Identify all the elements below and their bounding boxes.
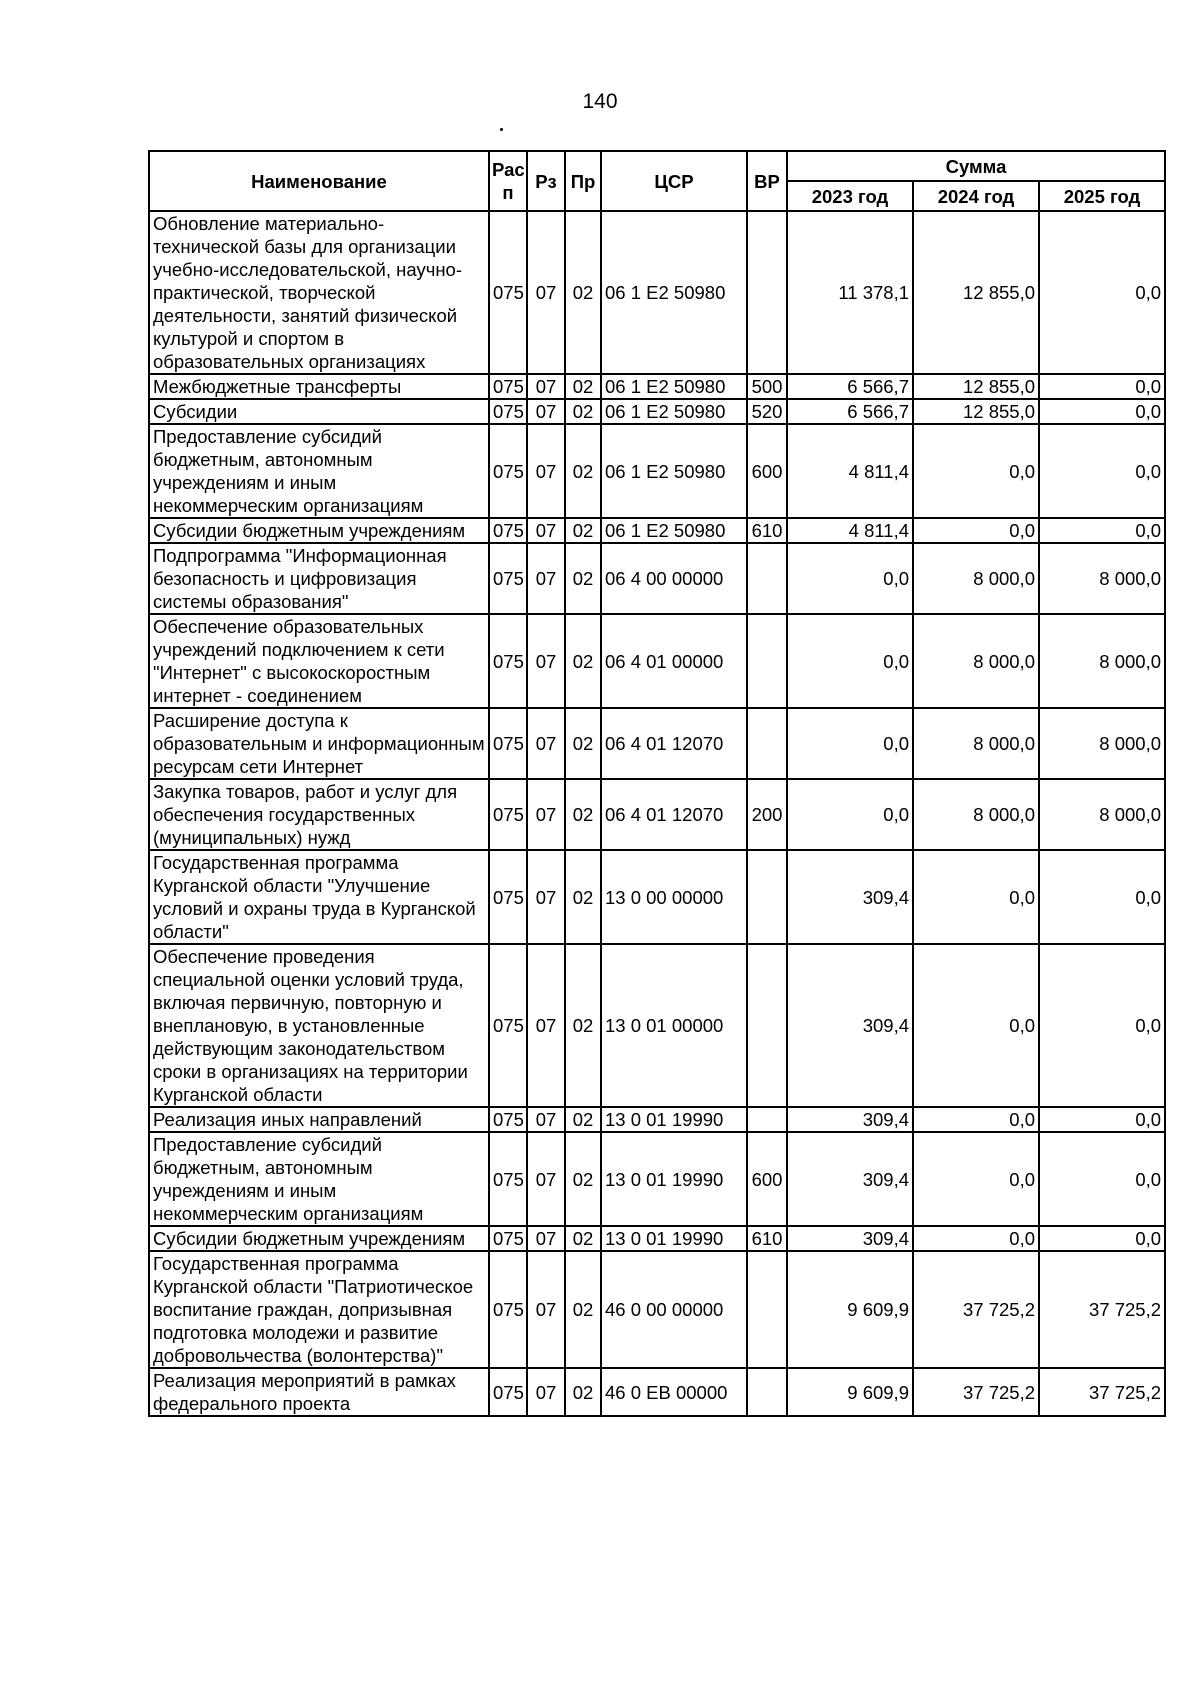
cell-vr (747, 850, 787, 944)
cell-csr: 06 4 01 00000 (601, 614, 747, 708)
cell-vr (747, 543, 787, 614)
cell-csr: 06 4 01 12070 (601, 708, 747, 779)
cell-pr: 02 (565, 211, 601, 374)
cell-csr: 06 4 01 12070 (601, 779, 747, 850)
cell-rasp: 075 (489, 944, 527, 1107)
cell-2023: 309,4 (787, 944, 913, 1107)
cell-rz: 07 (527, 211, 565, 374)
cell-vr (747, 211, 787, 374)
cell-2024: 0,0 (913, 1132, 1039, 1226)
cell-2023: 6 566,7 (787, 374, 913, 399)
cell-rasp: 075 (489, 708, 527, 779)
cell-2025: 0,0 (1039, 211, 1165, 374)
cell-2024: 12 855,0 (913, 399, 1039, 424)
header-pr: Пр (565, 151, 601, 211)
table-row (149, 1226, 1165, 1251)
table-row (149, 779, 1165, 850)
cell-rasp: 075 (489, 1226, 527, 1251)
cell-csr: 13 0 01 19990 (601, 1107, 747, 1132)
cell-rz: 07 (527, 1132, 565, 1226)
cell-rasp: 075 (489, 1132, 527, 1226)
cell-csr: 06 1 Е2 50980 (601, 424, 747, 518)
cell-pr: 02 (565, 779, 601, 850)
cell-2024: 0,0 (913, 1107, 1039, 1132)
cell-pr: 02 (565, 1107, 601, 1132)
cell-csr: 06 1 Е2 50980 (601, 518, 747, 543)
cell-rasp: 075 (489, 399, 527, 424)
cell-2024: 12 855,0 (913, 374, 1039, 399)
cell-2023: 309,4 (787, 1226, 913, 1251)
cell-vr (747, 614, 787, 708)
cell-pr: 02 (565, 1251, 601, 1368)
cell-rasp: 075 (489, 543, 527, 614)
cell-vr: 500 (747, 374, 787, 399)
cell-2025: 0,0 (1039, 850, 1165, 944)
cell-pr: 02 (565, 543, 601, 614)
cell-csr: 46 0 00 00000 (601, 1251, 747, 1368)
cell-pr: 02 (565, 1226, 601, 1251)
table-row (149, 424, 1165, 518)
cell-name: Расширение доступа к образовательным и информационным ресурсам сети Интернет (149, 708, 489, 779)
cell-2024: 0,0 (913, 424, 1039, 518)
cell-vr (747, 708, 787, 779)
cell-pr: 02 (565, 1368, 601, 1416)
cell-rz: 07 (527, 1251, 565, 1368)
cell-rasp: 075 (489, 424, 527, 518)
cell-csr: 06 1 Е2 50980 (601, 399, 747, 424)
cell-2024: 8 000,0 (913, 614, 1039, 708)
cell-2024: 0,0 (913, 518, 1039, 543)
table-row (149, 1107, 1165, 1132)
scan-dot (500, 128, 503, 131)
cell-csr: 13 0 00 00000 (601, 850, 747, 944)
cell-name: Субсидии бюджетным учреждениям (149, 518, 489, 543)
cell-pr: 02 (565, 944, 601, 1107)
cell-rz: 07 (527, 1107, 565, 1132)
cell-2025: 8 000,0 (1039, 614, 1165, 708)
cell-rz: 07 (527, 1226, 565, 1251)
cell-vr (747, 1107, 787, 1132)
cell-name: Предоставление субсидий бюджетным, автономным учреждениям и иным некоммерческим организациям (149, 424, 489, 518)
cell-rasp: 075 (489, 850, 527, 944)
cell-vr (747, 1368, 787, 1416)
table-row (149, 944, 1165, 1107)
table-row (149, 1251, 1165, 1368)
cell-csr: 46 0 ЕВ 00000 (601, 1368, 747, 1416)
cell-csr: 13 0 01 19990 (601, 1132, 747, 1226)
cell-csr: 06 1 Е2 50980 (601, 374, 747, 399)
table-row (149, 614, 1165, 708)
cell-2024: 37 725,2 (913, 1368, 1039, 1416)
cell-name: Государственная программа Курганской области "Патриотическое воспитание граждан, допризывная подготовка молодежи и развитие добровольчества (волонтерства)" (149, 1251, 489, 1368)
cell-vr: 600 (747, 424, 787, 518)
table-row (149, 708, 1165, 779)
cell-name: Реализация иных направлений (149, 1107, 489, 1132)
cell-2023: 9 609,9 (787, 1368, 913, 1416)
cell-name: Предоставление субсидий бюджетным, автономным учреждениям и иным некоммерческим организациям (149, 1132, 489, 1226)
cell-name: Обеспечение образовательных учреждений подключением к сети "Интернет" с высокоскоростным интернет - соединением (149, 614, 489, 708)
cell-csr: 06 1 Е2 50980 (601, 211, 747, 374)
cell-rasp: 075 (489, 779, 527, 850)
table-row (149, 518, 1165, 543)
cell-pr: 02 (565, 614, 601, 708)
cell-2025: 0,0 (1039, 374, 1165, 399)
cell-pr: 02 (565, 850, 601, 944)
cell-2023: 9 609,9 (787, 1251, 913, 1368)
cell-2024: 0,0 (913, 1226, 1039, 1251)
table-body (149, 211, 1165, 1416)
cell-name: Закупка товаров, работ и услуг для обеспечения государственных (муниципальных) нужд (149, 779, 489, 850)
cell-2025: 37 725,2 (1039, 1368, 1165, 1416)
table-row (149, 543, 1165, 614)
cell-2023: 6 566,7 (787, 399, 913, 424)
cell-2025: 8 000,0 (1039, 708, 1165, 779)
cell-name: Субсидии (149, 399, 489, 424)
cell-rasp: 075 (489, 1107, 527, 1132)
cell-2023: 309,4 (787, 850, 913, 944)
cell-pr: 02 (565, 1132, 601, 1226)
table-row (149, 399, 1165, 424)
cell-2023: 4 811,4 (787, 518, 913, 543)
header-2023: 2023 год (787, 181, 913, 211)
cell-rasp: 075 (489, 614, 527, 708)
header-sum: Сумма (787, 151, 1165, 181)
cell-rasp: 075 (489, 374, 527, 399)
cell-2024: 0,0 (913, 944, 1039, 1107)
cell-vr: 600 (747, 1132, 787, 1226)
cell-2025: 0,0 (1039, 518, 1165, 543)
cell-name: Подпрограмма "Информационная безопасность и цифровизация системы образования" (149, 543, 489, 614)
cell-rz: 07 (527, 399, 565, 424)
cell-pr: 02 (565, 708, 601, 779)
cell-2025: 8 000,0 (1039, 543, 1165, 614)
table-row (149, 850, 1165, 944)
cell-2024: 37 725,2 (913, 1251, 1039, 1368)
header-name: Наименование (149, 151, 489, 211)
cell-2025: 0,0 (1039, 944, 1165, 1107)
cell-vr (747, 1251, 787, 1368)
cell-2023: 11 378,1 (787, 211, 913, 374)
cell-rasp: 075 (489, 518, 527, 543)
table-row (149, 374, 1165, 399)
cell-rasp: 075 (489, 1251, 527, 1368)
budget-table (148, 150, 1166, 1417)
cell-rz: 07 (527, 614, 565, 708)
cell-2023: 309,4 (787, 1107, 913, 1132)
header-csr: ЦСР (601, 151, 747, 211)
cell-rz: 07 (527, 779, 565, 850)
table-header (149, 151, 1165, 211)
cell-vr: 200 (747, 779, 787, 850)
cell-2025: 8 000,0 (1039, 779, 1165, 850)
cell-2023: 0,0 (787, 614, 913, 708)
cell-rz: 07 (527, 1368, 565, 1416)
cell-pr: 02 (565, 399, 601, 424)
cell-rz: 07 (527, 424, 565, 518)
table-row (149, 211, 1165, 374)
cell-vr (747, 944, 787, 1107)
cell-2025: 0,0 (1039, 1132, 1165, 1226)
cell-name: Обеспечение проведения специальной оценки условий труда, включая первичную, повторную и внеплановую, в установленные действующим законодательством сроки в организациях на территории Курганской области (149, 944, 489, 1107)
cell-csr: 13 0 01 00000 (601, 944, 747, 1107)
header-rz: Рз (527, 151, 565, 211)
cell-rz: 07 (527, 944, 565, 1107)
header-2025: 2025 год (1039, 181, 1165, 211)
cell-2023: 309,4 (787, 1132, 913, 1226)
cell-name: Государственная программа Курганской области "Улучшение условий и охраны труда в Курганской области" (149, 850, 489, 944)
cell-rz: 07 (527, 374, 565, 399)
cell-rasp: 075 (489, 1368, 527, 1416)
cell-rz: 07 (527, 708, 565, 779)
cell-rz: 07 (527, 543, 565, 614)
cell-rz: 07 (527, 850, 565, 944)
cell-rasp: 075 (489, 211, 527, 374)
cell-name: Субсидии бюджетным учреждениям (149, 1226, 489, 1251)
cell-2023: 4 811,4 (787, 424, 913, 518)
header-vr: ВР (747, 151, 787, 211)
cell-2024: 8 000,0 (913, 779, 1039, 850)
cell-2025: 0,0 (1039, 399, 1165, 424)
table-row (149, 1132, 1165, 1226)
cell-pr: 02 (565, 374, 601, 399)
cell-2025: 0,0 (1039, 424, 1165, 518)
cell-vr: 610 (747, 518, 787, 543)
cell-2025: 0,0 (1039, 1107, 1165, 1132)
cell-pr: 02 (565, 424, 601, 518)
cell-2024: 0,0 (913, 850, 1039, 944)
cell-2025: 37 725,2 (1039, 1251, 1165, 1368)
table-row (149, 1368, 1165, 1416)
cell-name: Реализация мероприятий в рамках федерального проекта (149, 1368, 489, 1416)
cell-2023: 0,0 (787, 708, 913, 779)
cell-2024: 12 855,0 (913, 211, 1039, 374)
cell-2025: 0,0 (1039, 1226, 1165, 1251)
header-2024: 2024 год (913, 181, 1039, 211)
cell-csr: 06 4 00 00000 (601, 543, 747, 614)
cell-name: Обновление материально-технической базы для организации учебно-исследовательской, научно-практической, творческой деятельности, занятий физической культурой и спортом в образовательных организациях (149, 211, 489, 374)
page-number: 140 (582, 90, 618, 113)
header-rasp: Рас п (489, 151, 527, 211)
cell-name: Межбюджетные трансферты (149, 374, 489, 399)
cell-2024: 8 000,0 (913, 708, 1039, 779)
cell-2023: 0,0 (787, 543, 913, 614)
cell-rz: 07 (527, 518, 565, 543)
cell-csr: 13 0 01 19990 (601, 1226, 747, 1251)
cell-vr: 610 (747, 1226, 787, 1251)
cell-2023: 0,0 (787, 779, 913, 850)
cell-2024: 8 000,0 (913, 543, 1039, 614)
cell-vr: 520 (747, 399, 787, 424)
cell-pr: 02 (565, 518, 601, 543)
